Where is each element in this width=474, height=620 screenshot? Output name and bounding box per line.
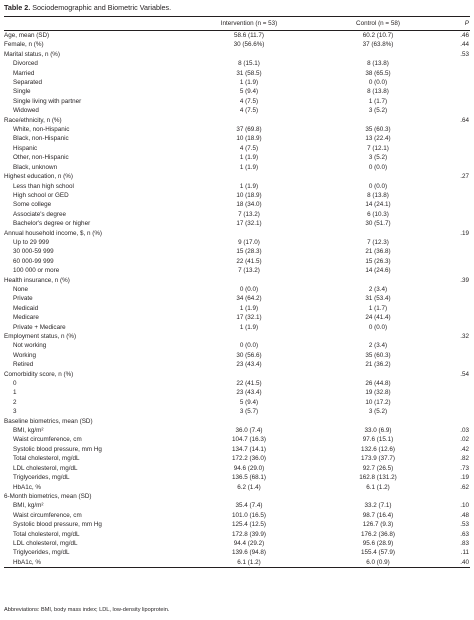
p-value xyxy=(440,304,470,313)
table-row xyxy=(4,200,470,209)
control-value: 6.1 (1.2) xyxy=(366,483,390,491)
intervention-value: 1 (1.9) xyxy=(239,182,259,190)
intervention-value: 36.0 (7.4) xyxy=(235,427,263,435)
row-label: Triglycerides, mg/dL xyxy=(13,474,70,482)
intervention-value: 58.6 (11.7) xyxy=(234,32,264,39)
table-row xyxy=(4,59,470,68)
control-value: 2 (3.4) xyxy=(368,285,388,293)
table-row xyxy=(4,191,470,200)
row-label: Waist circumference, cm xyxy=(13,436,82,444)
table-row xyxy=(4,40,470,49)
p-value xyxy=(440,266,470,275)
row-label: Associate's degree xyxy=(13,210,67,218)
control-value: 176.2 (36.8) xyxy=(361,530,395,538)
row-label: Private + Medicare xyxy=(13,323,66,331)
table-row xyxy=(4,511,470,520)
row-label: Single living with partner xyxy=(13,97,82,105)
intervention-value: 31 (58.5) xyxy=(236,69,262,77)
p-value xyxy=(440,59,470,68)
control-value: 38 (65.5) xyxy=(365,69,391,77)
table-row xyxy=(4,87,470,96)
intervention-value: 17 (32.1) xyxy=(236,220,262,228)
intervention-value: 94.4 (29.2) xyxy=(233,539,265,547)
intervention-value: 30 (56.6%) xyxy=(233,41,265,49)
control-value: 15 (26.3) xyxy=(365,257,391,265)
row-label: Medicare xyxy=(13,314,39,322)
p-value xyxy=(440,163,470,172)
table-row xyxy=(4,153,470,162)
control-value xyxy=(316,172,440,181)
row-label: Waist circumference, cm xyxy=(13,511,82,519)
control-value: 21 (36.8) xyxy=(365,248,391,256)
intervention-value: 134.7 (14.1) xyxy=(232,445,266,453)
row-label: Private xyxy=(13,295,33,303)
row-label: Female, n (%) xyxy=(4,41,44,49)
table-row xyxy=(4,257,470,266)
p-value xyxy=(440,360,470,369)
intervention-value xyxy=(182,332,316,341)
p-value: .44 xyxy=(460,41,469,49)
row-label: Retired xyxy=(13,361,34,369)
table-row xyxy=(4,276,470,285)
table-row xyxy=(4,313,470,322)
table-row xyxy=(4,332,470,341)
intervention-value: 1 (1.9) xyxy=(239,323,259,331)
control-value: 8 (13.8) xyxy=(367,60,389,68)
p-value: .83 xyxy=(460,539,469,547)
intervention-value: 4 (7.5) xyxy=(239,97,259,105)
intervention-value: 125.4 (12.5) xyxy=(232,521,266,529)
control-value: 8 (13.8) xyxy=(367,88,389,96)
control-value xyxy=(316,332,440,341)
control-value: 26 (44.8) xyxy=(365,380,391,388)
p-value xyxy=(440,191,470,200)
control-value: 0 (0.0) xyxy=(368,323,388,331)
p-value: .48 xyxy=(460,511,469,519)
control-value xyxy=(316,492,440,501)
table-row xyxy=(4,388,470,397)
table-row xyxy=(4,238,470,247)
row-label: Not working xyxy=(13,342,47,350)
row-label: HbA1c, % xyxy=(13,483,41,491)
control-value: 31 (53.4) xyxy=(365,295,391,303)
table-row xyxy=(4,539,470,548)
intervention-value: 3 (5.7) xyxy=(239,408,259,416)
table-row xyxy=(4,417,470,426)
p-value xyxy=(440,69,470,78)
table-row xyxy=(4,50,470,59)
p-value: .03 xyxy=(460,427,469,435)
p-value: .53 xyxy=(460,521,469,529)
p-value xyxy=(440,87,470,96)
table-row xyxy=(4,106,470,115)
table-row xyxy=(4,97,470,106)
control-value: 97.6 (15.1) xyxy=(362,436,394,444)
p-value xyxy=(440,398,470,407)
p-value xyxy=(440,417,470,426)
p-value xyxy=(440,388,470,397)
table-row xyxy=(4,501,470,510)
control-value xyxy=(316,370,440,379)
intervention-value: 104.7 (16.3) xyxy=(232,436,266,444)
p-value: .54 xyxy=(460,370,469,378)
row-label: BMI, kg/m² xyxy=(13,427,44,435)
control-value: 1 (1.7) xyxy=(368,304,388,312)
row-label: Widowed xyxy=(13,107,39,115)
intervention-value xyxy=(182,116,316,125)
table-row xyxy=(4,407,470,416)
intervention-value xyxy=(182,492,316,501)
control-value: 35 (60.3) xyxy=(365,126,391,134)
intervention-value xyxy=(182,50,316,59)
table-body xyxy=(4,31,470,568)
intervention-value: 4 (7.5) xyxy=(239,107,259,115)
table-row xyxy=(4,247,470,256)
p-value: .46 xyxy=(460,32,469,39)
p-value xyxy=(440,313,470,322)
header-p-value: P xyxy=(464,20,469,27)
header-row xyxy=(4,17,470,31)
table-caption xyxy=(4,3,171,12)
control-value: 3 (5.2) xyxy=(368,408,388,416)
intervention-value: 6.2 (1.4) xyxy=(237,483,261,491)
p-value: .82 xyxy=(460,455,469,463)
control-value: 21 (36.2) xyxy=(365,361,391,369)
row-label: 0 xyxy=(13,380,17,388)
row-label: Less than high school xyxy=(13,182,74,190)
row-label: Annual household income, $, n (%) xyxy=(4,229,103,237)
row-label: LDL cholesterol, mg/dL xyxy=(13,539,78,547)
row-label: None xyxy=(13,285,29,293)
biometrics-table xyxy=(4,16,470,568)
control-value: 35 (60.3) xyxy=(365,351,391,359)
row-label: LDL cholesterol, mg/dL xyxy=(13,464,78,472)
table-row xyxy=(4,445,470,454)
p-value xyxy=(440,78,470,87)
p-value xyxy=(440,323,470,332)
table-row xyxy=(4,144,470,153)
control-value: 0 (0.0) xyxy=(368,79,388,87)
control-value: 92.7 (26.5) xyxy=(362,464,394,472)
table-row xyxy=(4,492,470,501)
row-label: Total cholesterol, mg/dL xyxy=(13,530,80,538)
p-value: .42 xyxy=(460,445,469,453)
control-value: 60.2 (10.7) xyxy=(362,32,394,39)
row-label: Age, mean (SD) xyxy=(4,32,50,39)
row-label: Single xyxy=(13,88,31,96)
p-value xyxy=(440,125,470,134)
row-label: Some college xyxy=(13,201,52,209)
p-value: .40 xyxy=(460,558,469,566)
table-row xyxy=(4,163,470,172)
control-value: 8 (13.8) xyxy=(367,191,389,199)
row-label: Comorbidity score, n (%) xyxy=(4,370,74,378)
control-value: 126.7 (9.3) xyxy=(362,521,394,529)
row-label: 3 xyxy=(13,408,17,416)
intervention-value: 1 (1.9) xyxy=(239,79,259,87)
table-row xyxy=(4,210,470,219)
table-row xyxy=(4,134,470,143)
table-row xyxy=(4,530,470,539)
intervention-value: 1 (1.9) xyxy=(239,154,259,162)
intervention-value: 0 (0.0) xyxy=(239,285,259,293)
intervention-value: 172.8 (39.9) xyxy=(232,530,266,538)
row-label: Baseline biometrics, mean (SD) xyxy=(4,417,93,425)
control-value: 6.0 (0.9) xyxy=(366,558,390,566)
row-label: Total cholesterol, mg/dL xyxy=(13,455,80,463)
table-row xyxy=(4,323,470,332)
row-label: Systolic blood pressure, mm Hg xyxy=(13,445,102,453)
p-value xyxy=(440,144,470,153)
table-row xyxy=(4,219,470,228)
control-value: 155.4 (57.9) xyxy=(361,549,395,557)
control-value xyxy=(316,229,440,238)
p-value: .64 xyxy=(460,116,469,124)
table-row xyxy=(4,285,470,294)
p-value xyxy=(440,257,470,266)
p-value: .27 xyxy=(460,173,469,181)
intervention-value: 17 (32.1) xyxy=(236,314,262,322)
p-value: .19 xyxy=(460,229,469,237)
p-value xyxy=(440,134,470,143)
control-value xyxy=(316,50,440,59)
table-row xyxy=(4,454,470,463)
intervention-value: 6.1 (1.2) xyxy=(237,558,261,566)
control-value: 0 (0.0) xyxy=(368,163,388,171)
table-row xyxy=(4,351,470,360)
intervention-value: 172.2 (36.0) xyxy=(232,455,266,463)
p-value xyxy=(440,219,470,228)
p-value xyxy=(440,294,470,303)
p-value: .63 xyxy=(460,530,469,538)
intervention-value: 23 (43.4) xyxy=(236,389,262,397)
row-label: Employment status, n (%) xyxy=(4,333,77,340)
header-control: Control (n = 58) xyxy=(356,20,400,27)
p-value: .19 xyxy=(460,474,469,482)
control-value: 95.6 (28.9) xyxy=(362,539,394,547)
intervention-value xyxy=(182,370,316,379)
intervention-value xyxy=(182,172,316,181)
intervention-value: 7 (13.2) xyxy=(238,210,260,218)
intervention-value: 9 (17.0) xyxy=(238,238,260,246)
table-row xyxy=(4,520,470,529)
table-row xyxy=(4,558,470,568)
control-value xyxy=(316,116,440,125)
p-value xyxy=(440,238,470,247)
row-label: 6-Month biometrics, mean (SD) xyxy=(4,492,92,500)
table-row xyxy=(4,370,470,379)
intervention-value: 30 (56.6) xyxy=(236,351,262,359)
control-value: 0 (0.0) xyxy=(368,182,388,190)
p-value xyxy=(440,97,470,106)
control-value: 162.8 (131.2) xyxy=(359,474,397,482)
p-value xyxy=(440,200,470,209)
p-value xyxy=(440,153,470,162)
p-value xyxy=(440,182,470,191)
intervention-value: 5 (9.4) xyxy=(239,88,259,96)
control-value xyxy=(316,276,440,285)
control-value: 10 (17.2) xyxy=(365,398,391,406)
row-label: Up to 29 999 xyxy=(13,238,50,246)
table-row xyxy=(4,78,470,87)
control-value: 7 (12.3) xyxy=(367,238,389,246)
table-row xyxy=(4,294,470,303)
p-value: .62 xyxy=(460,483,469,491)
row-label: Health insurance, n (%) xyxy=(4,276,70,284)
header-intervention: Intervention (n = 53) xyxy=(220,20,278,27)
table-row xyxy=(4,473,470,482)
p-value xyxy=(440,351,470,360)
intervention-value: 22 (41.5) xyxy=(236,380,262,388)
table-row xyxy=(4,379,470,388)
p-value: .10 xyxy=(460,502,469,510)
row-label: 30 000-59 999 xyxy=(13,248,54,256)
row-label: Systolic blood pressure, mm Hg xyxy=(13,521,102,529)
row-label: BMI, kg/m² xyxy=(13,502,44,510)
table-row xyxy=(4,116,470,125)
intervention-value: 5 (9.4) xyxy=(239,398,259,406)
intervention-value: 22 (41.5) xyxy=(236,257,262,265)
row-label: Divorced xyxy=(13,60,38,68)
row-label: Working xyxy=(13,351,36,359)
table-row xyxy=(4,435,470,444)
intervention-value: 35.4 (7.4) xyxy=(235,502,263,510)
intervention-value: 34 (64.2) xyxy=(236,295,262,303)
control-value: 6 (10.3) xyxy=(367,210,389,218)
intervention-value: 0 (0.0) xyxy=(239,342,259,350)
control-value: 3 (5.2) xyxy=(368,154,388,162)
table-row xyxy=(4,69,470,78)
p-value: .02 xyxy=(460,436,469,444)
intervention-value: 18 (34.0) xyxy=(236,201,262,209)
table-row xyxy=(4,341,470,350)
intervention-value: 23 (43.4) xyxy=(236,361,262,369)
table-footnote: Abbreviations: BMI, body mass index; LDL, low-density lipoprotein. xyxy=(4,607,170,613)
table-row xyxy=(4,182,470,191)
control-value: 14 (24.1) xyxy=(365,201,391,209)
table-title: Sociodemographic and Biometric Variables. xyxy=(32,3,172,12)
row-label: Marital status, n (%) xyxy=(4,50,60,58)
table-row xyxy=(4,483,470,492)
table-row xyxy=(4,464,470,473)
row-label: Highest education, n (%) xyxy=(4,173,73,181)
control-value: 33.2 (7.1) xyxy=(364,502,392,510)
row-label: Black, non-Hispanic xyxy=(13,135,69,143)
control-value xyxy=(316,417,440,426)
row-label: Triglycerides, mg/dL xyxy=(13,549,70,557)
intervention-value: 1 (1.9) xyxy=(239,304,259,312)
control-value: 7 (12.1) xyxy=(367,144,389,152)
intervention-value: 15 (28.3) xyxy=(236,248,262,256)
p-value: .32 xyxy=(460,333,469,340)
intervention-value: 1 (1.9) xyxy=(239,163,259,171)
table-row xyxy=(4,31,470,41)
table-label: Table 2. xyxy=(4,3,31,12)
intervention-value: 10 (18.9) xyxy=(236,135,262,143)
row-label: Separated xyxy=(13,79,43,87)
intervention-value: 4 (7.5) xyxy=(239,144,259,152)
intervention-value: 94.6 (29.0) xyxy=(233,464,265,472)
p-value: .53 xyxy=(460,50,469,58)
p-value: .73 xyxy=(460,464,469,472)
control-value: 1 (1.7) xyxy=(368,97,388,105)
row-label: Hispanic xyxy=(13,144,38,152)
table-row xyxy=(4,172,470,181)
control-value: 2 (3.4) xyxy=(368,342,388,350)
p-value xyxy=(440,341,470,350)
control-value: 19 (32.8) xyxy=(365,389,391,397)
p-value xyxy=(440,285,470,294)
p-value xyxy=(440,407,470,416)
row-label: 100 000 or more xyxy=(13,267,60,275)
row-label: Other, non-Hispanic xyxy=(13,154,69,162)
table-row xyxy=(4,229,470,238)
intervention-value: 101.0 (16.5) xyxy=(232,511,266,519)
row-label: Medicaid xyxy=(13,304,39,312)
intervention-value xyxy=(182,417,316,426)
row-label: White, non-Hispanic xyxy=(13,126,70,134)
control-value: 37 (63.8%) xyxy=(362,41,394,49)
p-value xyxy=(440,106,470,115)
table-row xyxy=(4,398,470,407)
control-value: 173.9 (37.7) xyxy=(361,455,395,463)
table-row xyxy=(4,304,470,313)
control-value: 24 (41.4) xyxy=(365,314,391,322)
intervention-value: 8 (15.1) xyxy=(238,60,260,68)
table-row xyxy=(4,548,470,557)
table-row xyxy=(4,266,470,275)
intervention-value: 7 (13.2) xyxy=(238,267,260,275)
intervention-value: 37 (69.8) xyxy=(236,126,262,134)
control-value: 13 (22.4) xyxy=(365,135,391,143)
control-value: 30 (51.7) xyxy=(365,220,391,228)
row-label: 60 000-99 999 xyxy=(13,257,54,265)
intervention-value xyxy=(182,229,316,238)
control-value: 33.0 (6.9) xyxy=(364,427,392,435)
header-variable xyxy=(4,17,182,31)
control-value: 98.7 (16.4) xyxy=(362,511,394,519)
p-value xyxy=(440,247,470,256)
row-label: Bachelor's degree or higher xyxy=(13,220,91,228)
row-label: 1 xyxy=(13,389,17,397)
table-row xyxy=(4,360,470,369)
table-row xyxy=(4,125,470,134)
p-value xyxy=(440,210,470,219)
control-value: 3 (5.2) xyxy=(368,107,388,115)
intervention-value xyxy=(182,276,316,285)
p-value xyxy=(440,492,470,501)
intervention-value: 10 (18.9) xyxy=(236,191,262,199)
row-label: High school or GED xyxy=(13,191,69,199)
table-row xyxy=(4,426,470,435)
row-label: Race/ethnicity, n (%) xyxy=(4,116,62,124)
p-value: .39 xyxy=(460,276,469,284)
row-label: Black, unknown xyxy=(13,163,58,171)
control-value: 132.6 (12.6) xyxy=(361,445,395,453)
row-label: Married xyxy=(13,69,35,77)
control-value: 14 (24.6) xyxy=(365,267,391,275)
row-label: HbA1c, % xyxy=(13,558,41,566)
intervention-value: 139.6 (94.8) xyxy=(232,549,266,557)
p-value xyxy=(440,379,470,388)
intervention-value: 136.5 (68.1) xyxy=(232,474,266,482)
p-value: .11 xyxy=(460,549,469,557)
row-label: 2 xyxy=(13,398,17,406)
